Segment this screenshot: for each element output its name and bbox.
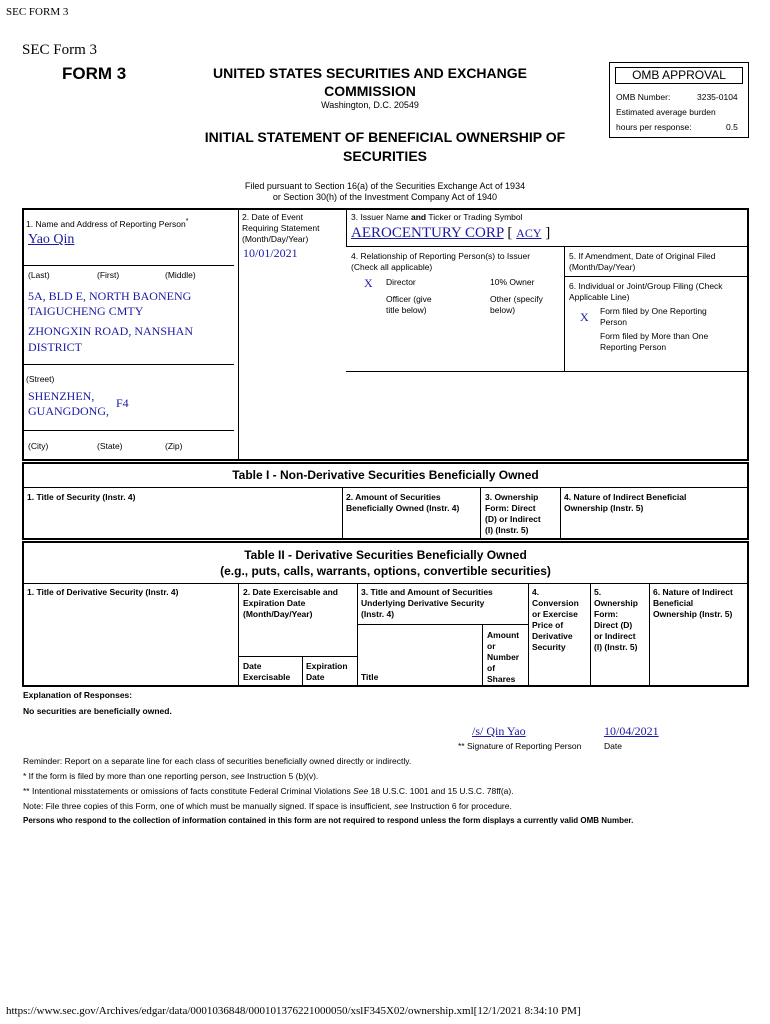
box3-label-b: Ticker or Trading Symbol [426, 212, 523, 222]
t2-col-conversion-6: Security [532, 642, 566, 652]
t1-col-ownership-2: Form: Direct [485, 503, 536, 513]
t2-col-ownership-6: (I) (Instr. 5) [594, 642, 638, 652]
director-check-mark[interactable]: X [364, 276, 373, 290]
t2-sub-amt-2: or [487, 641, 496, 651]
t2-col-ownership-2: Ownership [594, 598, 638, 608]
box3-label [351, 212, 523, 223]
t2-col-nature [653, 587, 733, 620]
document-title: SEC Form 3 [22, 42, 98, 58]
t2-col-dates [243, 587, 338, 620]
t2-col-ownership-4: Direct (D) [594, 620, 633, 630]
t1-col-amount [346, 492, 459, 514]
t1-col-amount-1: 2. Amount of Securities [346, 492, 441, 502]
signature-date-value: 10/04/2021 [604, 724, 659, 738]
city-label: (City) [28, 441, 49, 451]
omb-hours-value: 0.5 [726, 122, 738, 132]
t2-col-underlying-3: (Instr. 4) [361, 609, 395, 619]
box4-label-2: (Check all applicable) [351, 262, 433, 272]
officer-line-2: title below) [386, 305, 427, 315]
t2-col-nature-1: 6. Nature of Indirect [653, 587, 733, 597]
t2-col-ownership [594, 587, 638, 653]
note-2-b: See [353, 786, 369, 796]
filed-pursuant [180, 181, 590, 203]
other-line-2: below) [490, 305, 516, 315]
box1-label [26, 216, 188, 230]
officer-label [386, 294, 432, 316]
explanation-text: No securities are beneficially owned. [23, 706, 172, 716]
t2-sub-amt-3: Number [487, 652, 520, 662]
filed-line-2: or Section 30(h) of the Investment Company Act of 1940 [272, 192, 498, 202]
other-line-1: Other (specify [490, 294, 543, 304]
reporting-person-name[interactable]: Yao Qin [28, 232, 75, 247]
one-person-line-1: Form filed by One Reporting [600, 306, 707, 316]
box2-label-2: Requiring Statement [242, 223, 320, 233]
t2-col-conversion-4: Price of [532, 620, 564, 630]
address-line-1: 5A, BLD E, NORTH BAONENG [28, 289, 192, 303]
address-line-4: DISTRICT [28, 340, 82, 354]
box5-label-1: 5. If Amendment, Date of Original Filed [569, 251, 716, 261]
box1-label-text: 1. Name and Address of Reporting Person [26, 218, 186, 229]
issuer-name[interactable]: AEROCENTURY CORP [351, 225, 504, 241]
bracket-open: [ [507, 225, 513, 241]
t1-col-nature-1: 4. Nature of Indirect Beneficial [564, 492, 687, 502]
event-date-value: 10/01/2021 [243, 246, 298, 260]
statement-line-2: SECURITIES [342, 148, 427, 164]
t2-col-conversion-5: Derivative [532, 631, 573, 641]
one-person-label [600, 306, 707, 328]
t1-col-title: 1. Title of Security (Instr. 4) [27, 492, 136, 502]
table-2-title-2: (e.g., puts, calls, warrants, options, convertible securities) [220, 564, 551, 578]
box6-label [569, 281, 723, 303]
t2-sub-amt-5: Shares [487, 674, 516, 684]
statement-title [180, 128, 590, 166]
t2-col-conversion [532, 587, 579, 653]
table-2-title-1: Table II - Derivative Securities Beneficially Owned [244, 548, 527, 562]
note-1-c: Instruction 5 (b)(v). [244, 771, 319, 781]
director-label: Director [386, 277, 416, 287]
state-label: (State) [97, 441, 123, 451]
officer-line-1: Officer (give [386, 294, 432, 304]
box3-label-and: and [411, 212, 427, 222]
street-label: (Street) [26, 374, 55, 384]
agency-line-2: COMMISSION [324, 83, 416, 99]
issuer-line [351, 225, 550, 242]
agency-name [200, 64, 540, 100]
address-line-3: ZHONGXIN ROAD, NANSHAN [28, 324, 193, 338]
table-1-title: Table I - Non-Derivative Securities Beneficially Owned [232, 468, 539, 482]
ticker-symbol[interactable]: ACY [516, 226, 542, 240]
box4-label [351, 251, 530, 273]
t2-sub-amt-4: of [487, 663, 496, 673]
zip-label: (Zip) [165, 441, 183, 451]
box2-label [242, 212, 320, 245]
t2-col-underlying-2: Underlying Derivative Security [361, 598, 485, 608]
note-file-copies [23, 801, 512, 812]
other-label [490, 294, 543, 316]
one-person-check-mark[interactable]: X [580, 310, 589, 324]
t1-col-nature-2: Ownership (Instr. 5) [564, 503, 644, 513]
omb-number-value: 3235-0104 [697, 92, 738, 102]
t2-sub-expiration [306, 661, 348, 683]
address-block-2 [28, 323, 193, 355]
more-persons-label [600, 331, 708, 353]
ten-percent-owner-label: 10% Owner [490, 277, 535, 287]
t2-col-dates-3: (Month/Day/Year) [243, 609, 313, 619]
box3-label-a: 3. Issuer Name [351, 212, 411, 222]
t2-col-ownership-3: Form: [594, 609, 619, 619]
box1-asterisk: * [185, 217, 189, 225]
t2-sub-exp-1: Expiration [306, 661, 348, 671]
note-multiple-persons [23, 771, 318, 782]
t2-col-dates-2: Expiration Date [243, 598, 306, 608]
t1-col-ownership [485, 492, 541, 536]
box5-label-2: (Month/Day/Year) [569, 262, 636, 272]
omb-hours-label: hours per response: [616, 122, 692, 132]
box4-label-1: 4. Relationship of Reporting Person(s) to Issuer [351, 251, 531, 261]
t2-sub-date-exercisable [243, 661, 290, 683]
note-1-b: see [230, 771, 245, 781]
t2-col-conversion-2: Conversion [532, 598, 579, 608]
box2-label-1: 2. Date of Event [242, 212, 303, 222]
t2-sub-amt-1: Amount [487, 630, 520, 640]
note-2-c: 18 U.S.C. 1001 and 15 U.S.C. 78ff(a). [368, 786, 514, 796]
city-line-1: SHENZHEN, [28, 389, 95, 403]
t2-col-underlying-1: 3. Title and Amount of Securities [361, 587, 493, 597]
bracket-close: ] [545, 225, 551, 241]
t2-col-conversion-1: 4. [532, 587, 540, 597]
signature-date-label: Date [604, 741, 622, 751]
note-1-a: * If the form is filed by more than one reporting person, [23, 771, 231, 781]
t2-sub-date-2: Exercisable [243, 672, 291, 682]
box6-label-2: Applicable Line) [569, 292, 630, 302]
filed-line-1: Filed pursuant to Section 16(a) of the Securities Exchange Act of 1934 [244, 181, 526, 191]
t1-col-ownership-4: (I) (Instr. 5) [485, 525, 529, 535]
t2-col-conversion-3: or Exercise [532, 609, 578, 619]
note-3-c: Instruction 6 for procedure. [407, 801, 512, 811]
explanation-heading: Explanation of Responses: [23, 690, 133, 700]
table-2-title [22, 547, 749, 579]
note-misstatements [23, 786, 514, 797]
note-2-a: ** Intentional misstatements or omissions of facts constitute Federal Criminal Violations [23, 786, 354, 796]
print-footer-url: https://www.sec.gov/Archives/edgar/data/0001036848/000101376221000050/xslF345X02/ownership.xml[12/1/2021 8:34:10 PM] [6, 1005, 581, 1017]
state-value: F4 [116, 396, 129, 410]
t2-sub-exp-2: Date [306, 672, 325, 682]
t2-col-ownership-1: 5. [594, 587, 602, 597]
agency-line-1: UNITED STATES SECURITIES AND EXCHANGE [213, 65, 527, 81]
omb-number-label: OMB Number: [616, 92, 671, 102]
t2-col-dates-1: 2. Date Exercisable and [243, 587, 338, 597]
statement-line-1: INITIAL STATEMENT OF BENEFICIAL OWNERSHIP OF [204, 129, 566, 145]
t1-col-ownership-1: 3. Ownership [485, 492, 539, 502]
omb-burden-label: Estimated average burden [616, 107, 716, 117]
t2-col-ownership-5: or Indirect [594, 631, 636, 641]
t2-col-underlying [361, 587, 493, 620]
t1-col-ownership-3: (D) or Indirect [485, 514, 541, 524]
signature-label: ** Signature of Reporting Person [458, 741, 582, 751]
signature-value: /s/ Qin Yao [472, 724, 526, 738]
middle-label: (Middle) [165, 270, 196, 280]
t1-col-nature [564, 492, 686, 514]
more-persons-line-2: Reporting Person [600, 342, 667, 352]
one-person-line-2: Person [600, 317, 627, 327]
first-label: (First) [97, 270, 120, 280]
box2-label-3: (Month/Day/Year) [242, 234, 309, 244]
box6-label-1: 6. Individual or Joint/Group Filing (Check [569, 281, 723, 291]
last-label: (Last) [28, 270, 50, 280]
t2-sub-amount [487, 630, 519, 685]
omb-title: OMB APPROVAL [615, 67, 743, 84]
note-3-a: Note: File three copies of this Form, one of which must be manually signed. If space is insufficient, [23, 801, 395, 811]
t2-sub-date-1: Date [243, 661, 262, 671]
note-3-b: see [394, 801, 408, 811]
print-header: SEC FORM 3 [6, 6, 69, 18]
more-persons-line-1: Form filed by More than One [600, 331, 709, 341]
form-label: FORM 3 [62, 64, 127, 83]
agency-city: Washington, D.C. 20549 [321, 100, 419, 110]
box5-label [569, 251, 715, 273]
city-line-2: GUANGDONG, [28, 404, 109, 418]
address-line-2: TAIGUCHENG CMTY [28, 304, 144, 318]
omb-notice: Persons who respond to the collection of information contained in this form are not required to respond unless the form displays a currently valid OMB Number. [23, 816, 634, 825]
city-value [28, 389, 109, 419]
address-block-1 [28, 289, 191, 319]
t1-col-amount-2: Beneficially Owned (Instr. 4) [346, 503, 460, 513]
t2-sub-title: Title [361, 672, 379, 682]
t2-col-nature-2: Beneficial [653, 598, 694, 608]
t2-col-nature-3: Ownership (Instr. 5) [653, 609, 733, 619]
reminder-note: Reminder: Report on a separate line for each class of securities beneficially owned directly or indirectly. [23, 756, 412, 766]
t2-col-title: 1. Title of Derivative Security (Instr. 4) [27, 587, 179, 597]
